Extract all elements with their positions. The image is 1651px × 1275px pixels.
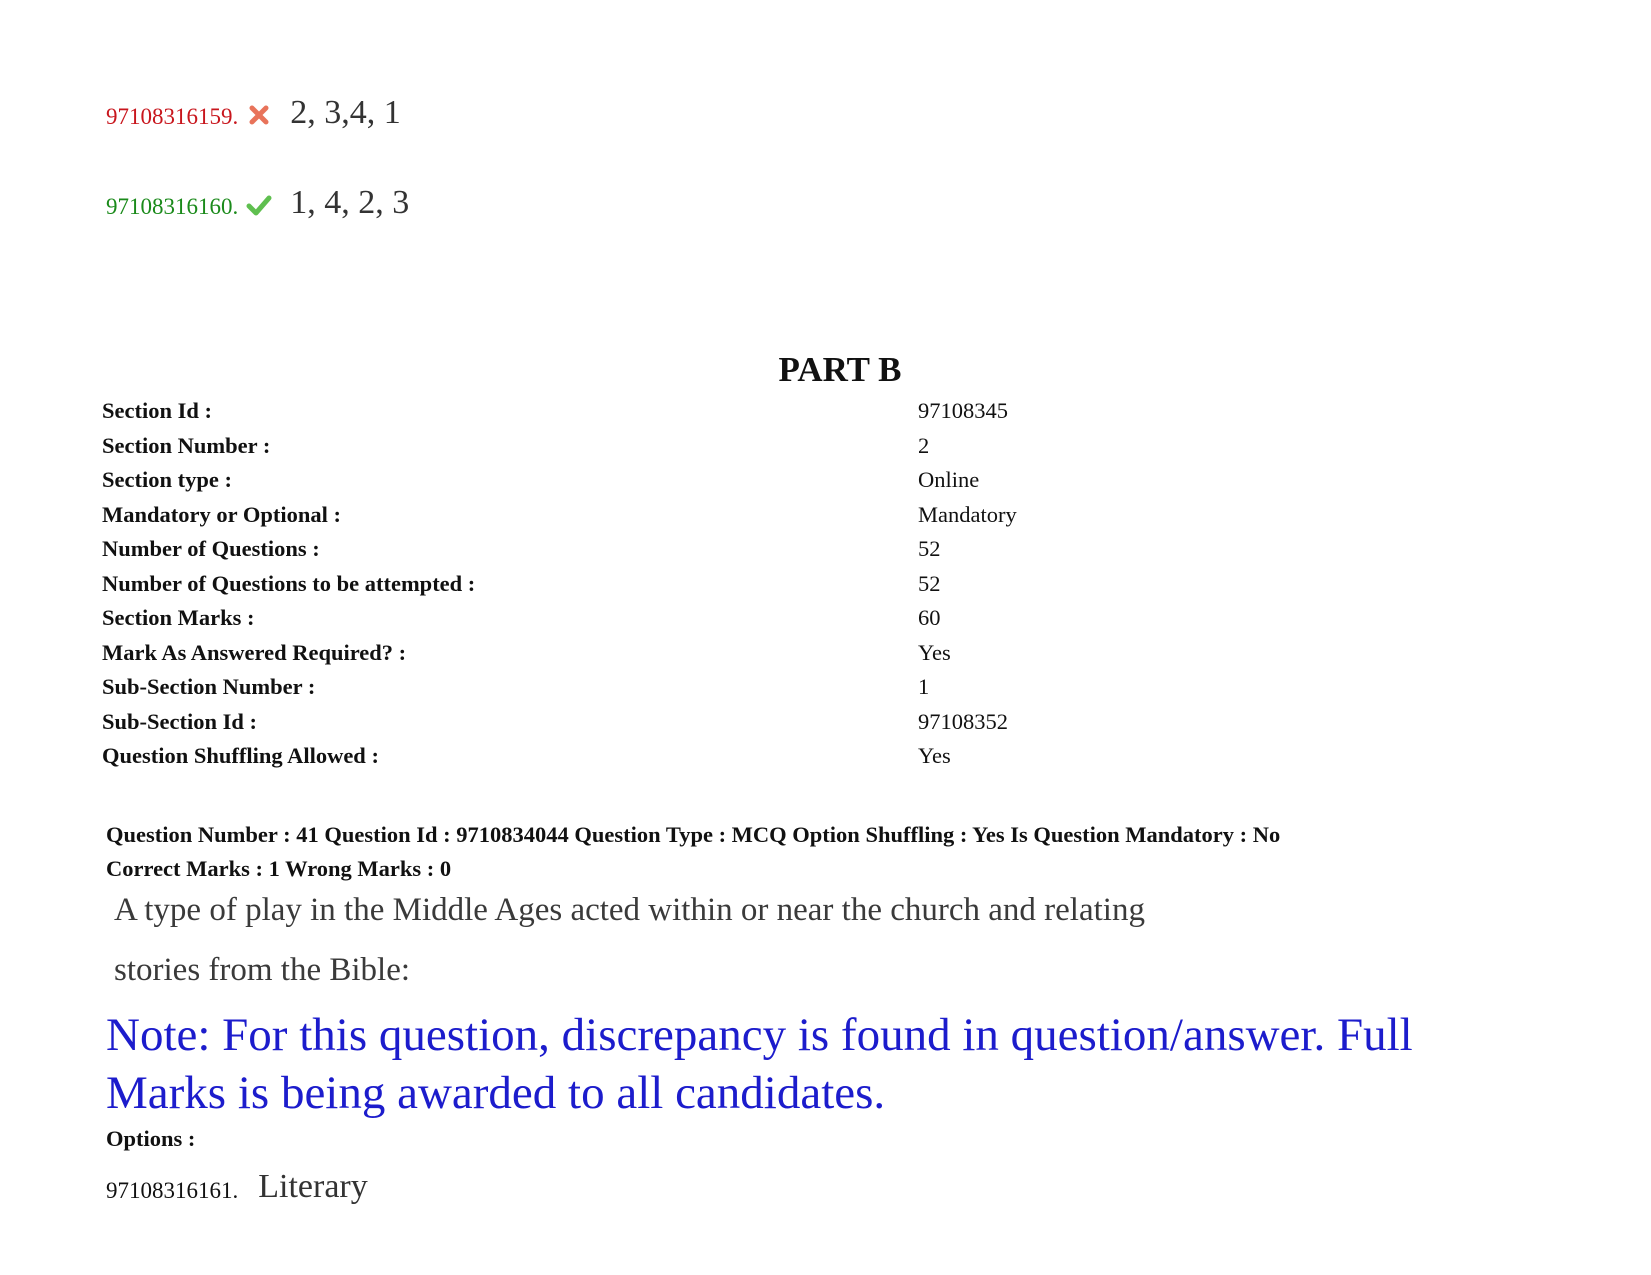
info-value: Mandatory <box>918 501 1017 527</box>
previous-option-2 <box>106 186 409 220</box>
info-value: Online <box>918 467 980 492</box>
discrepancy-note-line-2: Marks is being awarded to all candidates. <box>106 1067 886 1119</box>
info-value: 97108352 <box>918 708 1008 734</box>
info-label: Section Id : <box>102 398 213 423</box>
option-id: 97108316159. <box>106 104 239 129</box>
info-label: Number of Questions : <box>102 536 320 561</box>
info-label: Question Shuffling Allowed : <box>102 743 379 768</box>
info-label: Sub-Section Number : <box>102 674 316 699</box>
option-id: 97108316160. <box>106 194 239 219</box>
info-label: Section type : <box>102 467 232 492</box>
info-label: Mark As Answered Required? : <box>102 639 407 665</box>
option-id: 97108316161. <box>106 1178 239 1203</box>
option-text: 1, 4, 2, 3 <box>290 184 410 221</box>
info-value: Yes <box>918 639 951 665</box>
info-label: Mandatory or Optional : <box>102 501 341 527</box>
cross-icon <box>246 102 272 128</box>
info-value: 52 <box>918 570 941 596</box>
info-value: 52 <box>918 536 941 561</box>
info-value: 2 <box>918 432 930 458</box>
info-label: Sub-Section Id : <box>102 708 258 734</box>
check-icon <box>246 192 272 218</box>
question-text-line-2: stories from the Bible: <box>114 952 411 988</box>
info-value: Yes <box>918 743 951 768</box>
question-meta-line-2: Correct Marks : 1 Wrong Marks : 0 <box>106 856 452 881</box>
info-label: Section Marks : <box>102 605 255 630</box>
options-label: Options : <box>106 1126 196 1151</box>
info-label: Number of Questions to be attempted : <box>102 570 476 596</box>
option-text: Literary <box>258 1168 368 1205</box>
part-title: PART B <box>778 350 902 389</box>
option-1 <box>106 1170 368 1204</box>
info-value: 97108345 <box>918 398 1008 423</box>
option-text: 2, 3,4, 1 <box>290 94 401 131</box>
question-text-line-1: A type of play in the Middle Ages acted within or near the church and relating <box>114 892 1145 928</box>
discrepancy-note-line-1: Note: For this question, discrepancy is found in question/answer. Full <box>106 1009 1413 1061</box>
info-label: Section Number : <box>102 432 271 458</box>
info-value: 1 <box>918 674 930 699</box>
info-value: 60 <box>918 605 941 630</box>
previous-option-1 <box>106 96 401 130</box>
question-meta-line-1: Question Number : 41 Question Id : 9710834044 Question Type : MCQ Option Shuffling : Yes Is Question Mandatory : No <box>106 822 1281 847</box>
